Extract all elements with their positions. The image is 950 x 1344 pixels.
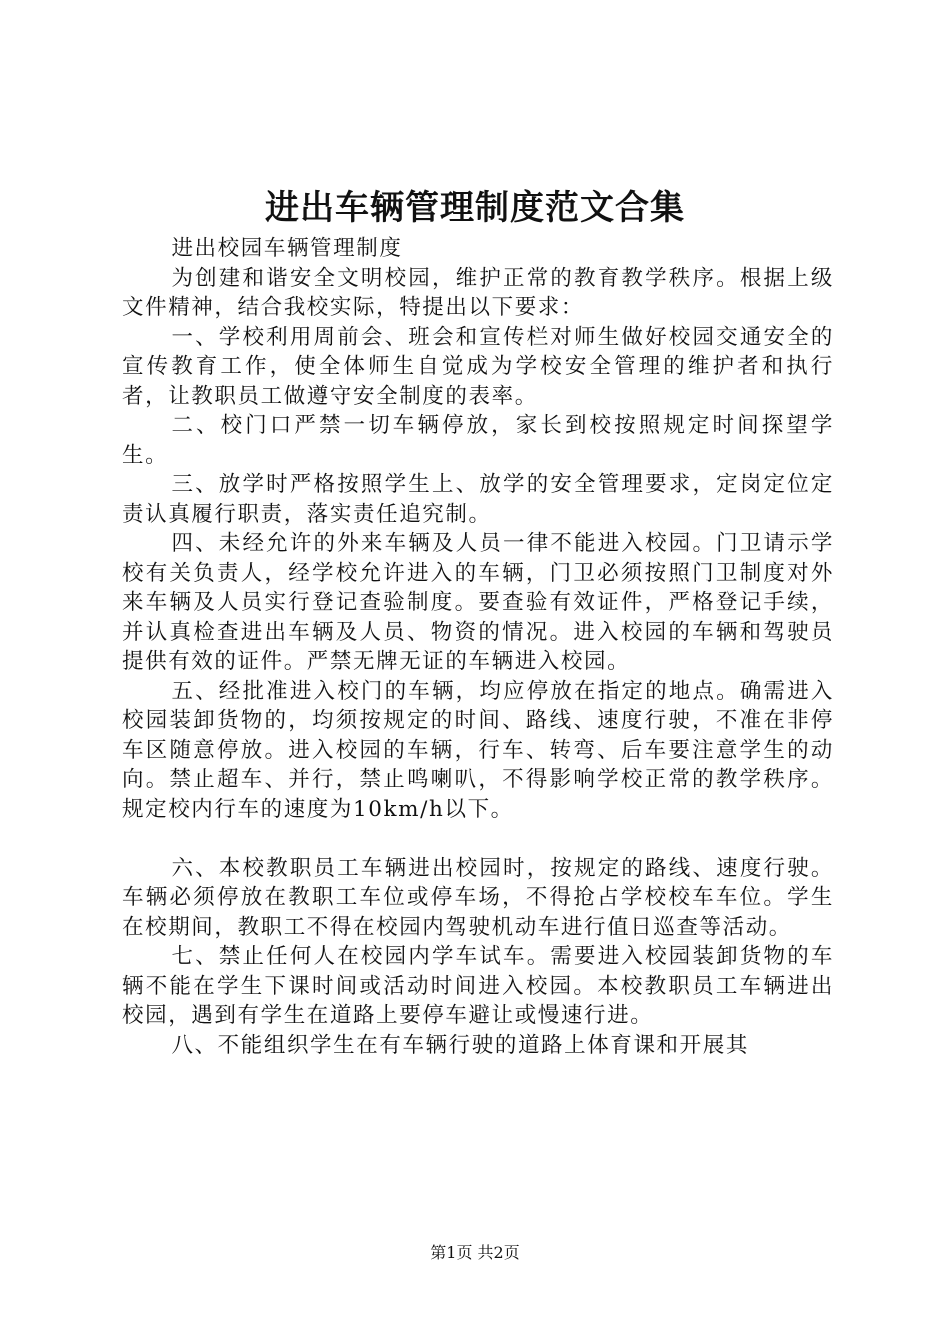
- page-number-footer: 第1页 共2页: [430, 1243, 520, 1262]
- paragraph-item-4: 四、未经允许的外来车辆及人员一律不能进入校园。门卫请示学校有关负责人，经学校允许进入的车辆，门卫必须按照门卫制度对外来车辆及人员实行登记查验制度。要查验有效证件，严格登记手续，并认真检查进出车辆及人员、物资的情况。进入校园的车辆和驾驶员提供有效的证件。严禁无牌无证的车辆进入校园。: [122, 531, 834, 674]
- paragraph-item-8: 八、不能组织学生在有车辆行驶的道路上体育课和开展其: [171, 1032, 749, 1058]
- paragraph-intro: 为创建和谐安全文明校园，维护正常的教育教学秩序。根据上级文件精神，结合我校实际，特提出以下要求：: [122, 265, 834, 320]
- paragraph-item-6: 六、本校教职员工车辆进出校园时，按规定的路线、速度行驶。车辆必须停放在教职工车位或停车场，不得抢占学校校车车位。学生在校期间，教职工不得在校园内驾驶机动车进行值日巡查等活动。: [122, 855, 834, 940]
- paragraph-heading: 进出校园车辆管理制度: [171, 236, 403, 261]
- document-body: [122, 234, 834, 1060]
- paragraph-item-2: 二、校门口严禁一切车辆停放，家长到校按照规定时间探望学生。: [122, 413, 834, 468]
- paragraph-item-5: 五、经批准进入校门的车辆，均应停放在指定的地点。确需进入校园装卸货物的，均须按规定的时间、路线、速度行驶，不准在非停车区随意停放。进入校园的车辆，行车、转弯、后车要注意学生的动向。禁止超车、并行，禁止鸣喇叭，不得影响学校正常的教学秩序。规定校内行车的速度为10km/h以下。: [122, 678, 834, 822]
- paragraph-item-3: 三、放学时严格按照学生上、放学的安全管理要求，定岗定位定责认真履行职责，落实责任追究制。: [122, 472, 834, 527]
- paragraph-item-7: 七、禁止任何人在校园内学车试车。需要进入校园装卸货物的车辆不能在学生下课时间或活动时间进入校园。本校教职员工车辆进出校园，遇到有学生在道路上要停车避让或慢速行进。: [122, 944, 834, 1028]
- paragraph-item-1: 一、学校利用周前会、班会和宣传栏对师生做好校园交通安全的宣传教育工作，使全体师生自觉成为学校安全管理的维护者和执行者，让教职员工做遵守安全制度的表率。: [122, 324, 834, 409]
- document-title: 进出车辆管理制度范文合集: [265, 188, 685, 228]
